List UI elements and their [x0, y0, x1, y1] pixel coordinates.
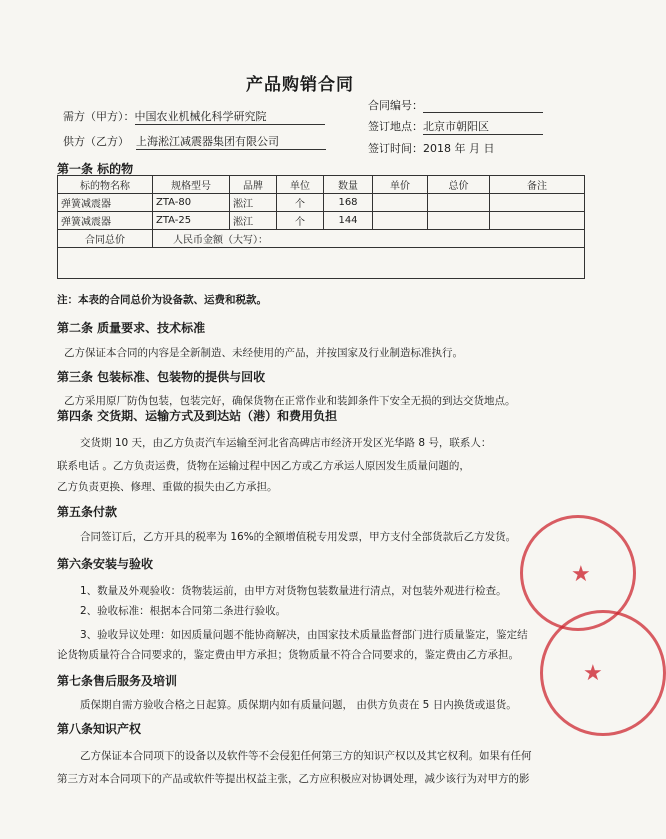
article-4-line1: 交货期 10 天，由乙方负责汽车运输至河北省高碑店市经济开发区光华路 8 号，联系人： [80, 437, 492, 449]
table-cell: ZTA-80 [153, 194, 230, 212]
article-3-text: 乙方采用原厂防伪包装，包装完好，确保货物在正常作业和装卸条件下安全无损的到达交货地点。 [64, 395, 516, 407]
article-2-heading: 第二条 质量要求、技术标准 [57, 321, 206, 335]
table-cell: 168 [324, 194, 373, 212]
seal-star-icon: ★ [571, 562, 591, 587]
article-3-heading: 第三条 包装标准、包装物的提供与回收 [57, 370, 266, 384]
header-cell: 单位 [277, 176, 324, 194]
table-empty-row [58, 248, 585, 279]
article-6-item3b: 论货物质量符合合同要求的，鉴定费由甲方承担；货物质量不符合合同要求的，鉴定费由乙方承担。 [57, 649, 519, 661]
header-cell: 标的物名称 [58, 176, 153, 194]
table-cell: 弹簧减震器 [58, 194, 153, 212]
table-cell: ZTA-25 [153, 212, 230, 230]
article-5-heading: 第五条付款 [57, 505, 118, 519]
article-6-item1: 1、数量及外观验收：货物装运前，由甲方对货物包装数量进行清点，对包装外观进行检查。 [80, 585, 507, 597]
seller-name: 上海淞江减震器集团有限公司 [136, 133, 326, 150]
table-row [58, 194, 585, 212]
seller-row [63, 133, 326, 150]
article-5-text: 合同签订后，乙方开具的税率为 16%的全额增值税专用发票，甲方支付全部货款后乙方发货。 [80, 531, 517, 543]
contract-no-value [423, 99, 543, 113]
header-cell: 规格型号 [153, 176, 230, 194]
buyer-name: 中国农业机械化科学研究院 [135, 108, 325, 125]
table-cell: 144 [324, 212, 373, 230]
table-header-row [58, 176, 585, 194]
article-1-note: 注：本表的合同总价为设备款、运费和税款。 [57, 294, 267, 306]
header-cell: 数量 [324, 176, 373, 194]
article-8-heading: 第八条知识产权 [57, 722, 142, 736]
buyer-row [63, 108, 325, 125]
table-cell [373, 194, 428, 212]
table-cell [428, 194, 490, 212]
table-cell [58, 248, 585, 279]
sign-place-value: 北京市朝阳区 [423, 118, 543, 135]
header-cell: 总价 [428, 176, 490, 194]
article-7-text: 质保期自需方验收合格之日起算。质保期内如有质量问题， 由供方负责在 5 日内换货或退货。 [80, 699, 517, 711]
article-7-heading: 第七条售后服务及培训 [57, 674, 178, 688]
table-cell [490, 212, 585, 230]
article-8-line1: 乙方保证本合同项下的设备以及软件等不会侵犯任何第三方的知识产权以及其它权利。如果有任何 [80, 750, 532, 762]
contract-no-label: 合同编号： [368, 99, 423, 112]
table-cell [373, 212, 428, 230]
article-6-item3a: 3、验收异议处理：如因质量问题不能协商解决，由国家技术质量监督部门进行质量鉴定，鉴定结 [80, 629, 528, 641]
total-label: 合同总价 [58, 230, 153, 248]
article-1-heading: 第一条 标的物 [57, 162, 134, 176]
table-cell: 淞江 [230, 212, 277, 230]
sign-time-label: 签订时间： [368, 142, 423, 155]
table-cell: 个 [277, 194, 324, 212]
total-value: 人民币金额（大写）： [153, 230, 585, 248]
table-cell: 淞江 [230, 194, 277, 212]
group-seal-stamp [540, 610, 666, 736]
article-4-line2: 联系电话 。乙方负责运费，货物在运输过程中因乙方或乙方承运人原因发生质量问题的， [57, 460, 470, 472]
header-cell: 单价 [373, 176, 428, 194]
table-cell: 弹簧减震器 [58, 212, 153, 230]
items-table [57, 175, 585, 279]
article-4-line3: 乙方负责更换、修理、重做的损失由乙方承担。 [57, 481, 278, 493]
table-cell [490, 194, 585, 212]
article-2-text: 乙方保证本合同的内容是全新制造、未经使用的产品，并按国家及行业制造标准执行。 [64, 347, 463, 359]
header-cell: 品牌 [230, 176, 277, 194]
header-cell: 备注 [490, 176, 585, 194]
table-cell [428, 212, 490, 230]
seal-star-icon: ★ [583, 661, 603, 686]
sign-place-label: 签订地点： [368, 120, 423, 133]
table-row [58, 212, 585, 230]
table-cell: 个 [277, 212, 324, 230]
contract-no-row [368, 97, 543, 113]
sign-time-value: 2018 年 月 日 [423, 142, 495, 155]
article-6-item2: 2、验收标准：根据本合同第二条进行验收。 [80, 605, 287, 617]
seller-label: 供方（乙方） [63, 135, 129, 148]
article-4-heading: 第四条 交货期、运输方式及到达站（港）和费用负担 [57, 409, 338, 423]
article-6-heading: 第六条安装与验收 [57, 557, 154, 571]
article-8-line2: 第三方对本合同项下的产品或软件等提出权益主张，乙方应积极应对协调处理，减少该行为对甲方的影 [57, 773, 530, 785]
sign-time-row [368, 140, 494, 156]
table-total-row [58, 230, 585, 248]
buyer-label: 需方（甲方）： [63, 110, 135, 123]
document-title: 产品购销合同 [246, 75, 354, 95]
sign-place-row [368, 118, 543, 135]
